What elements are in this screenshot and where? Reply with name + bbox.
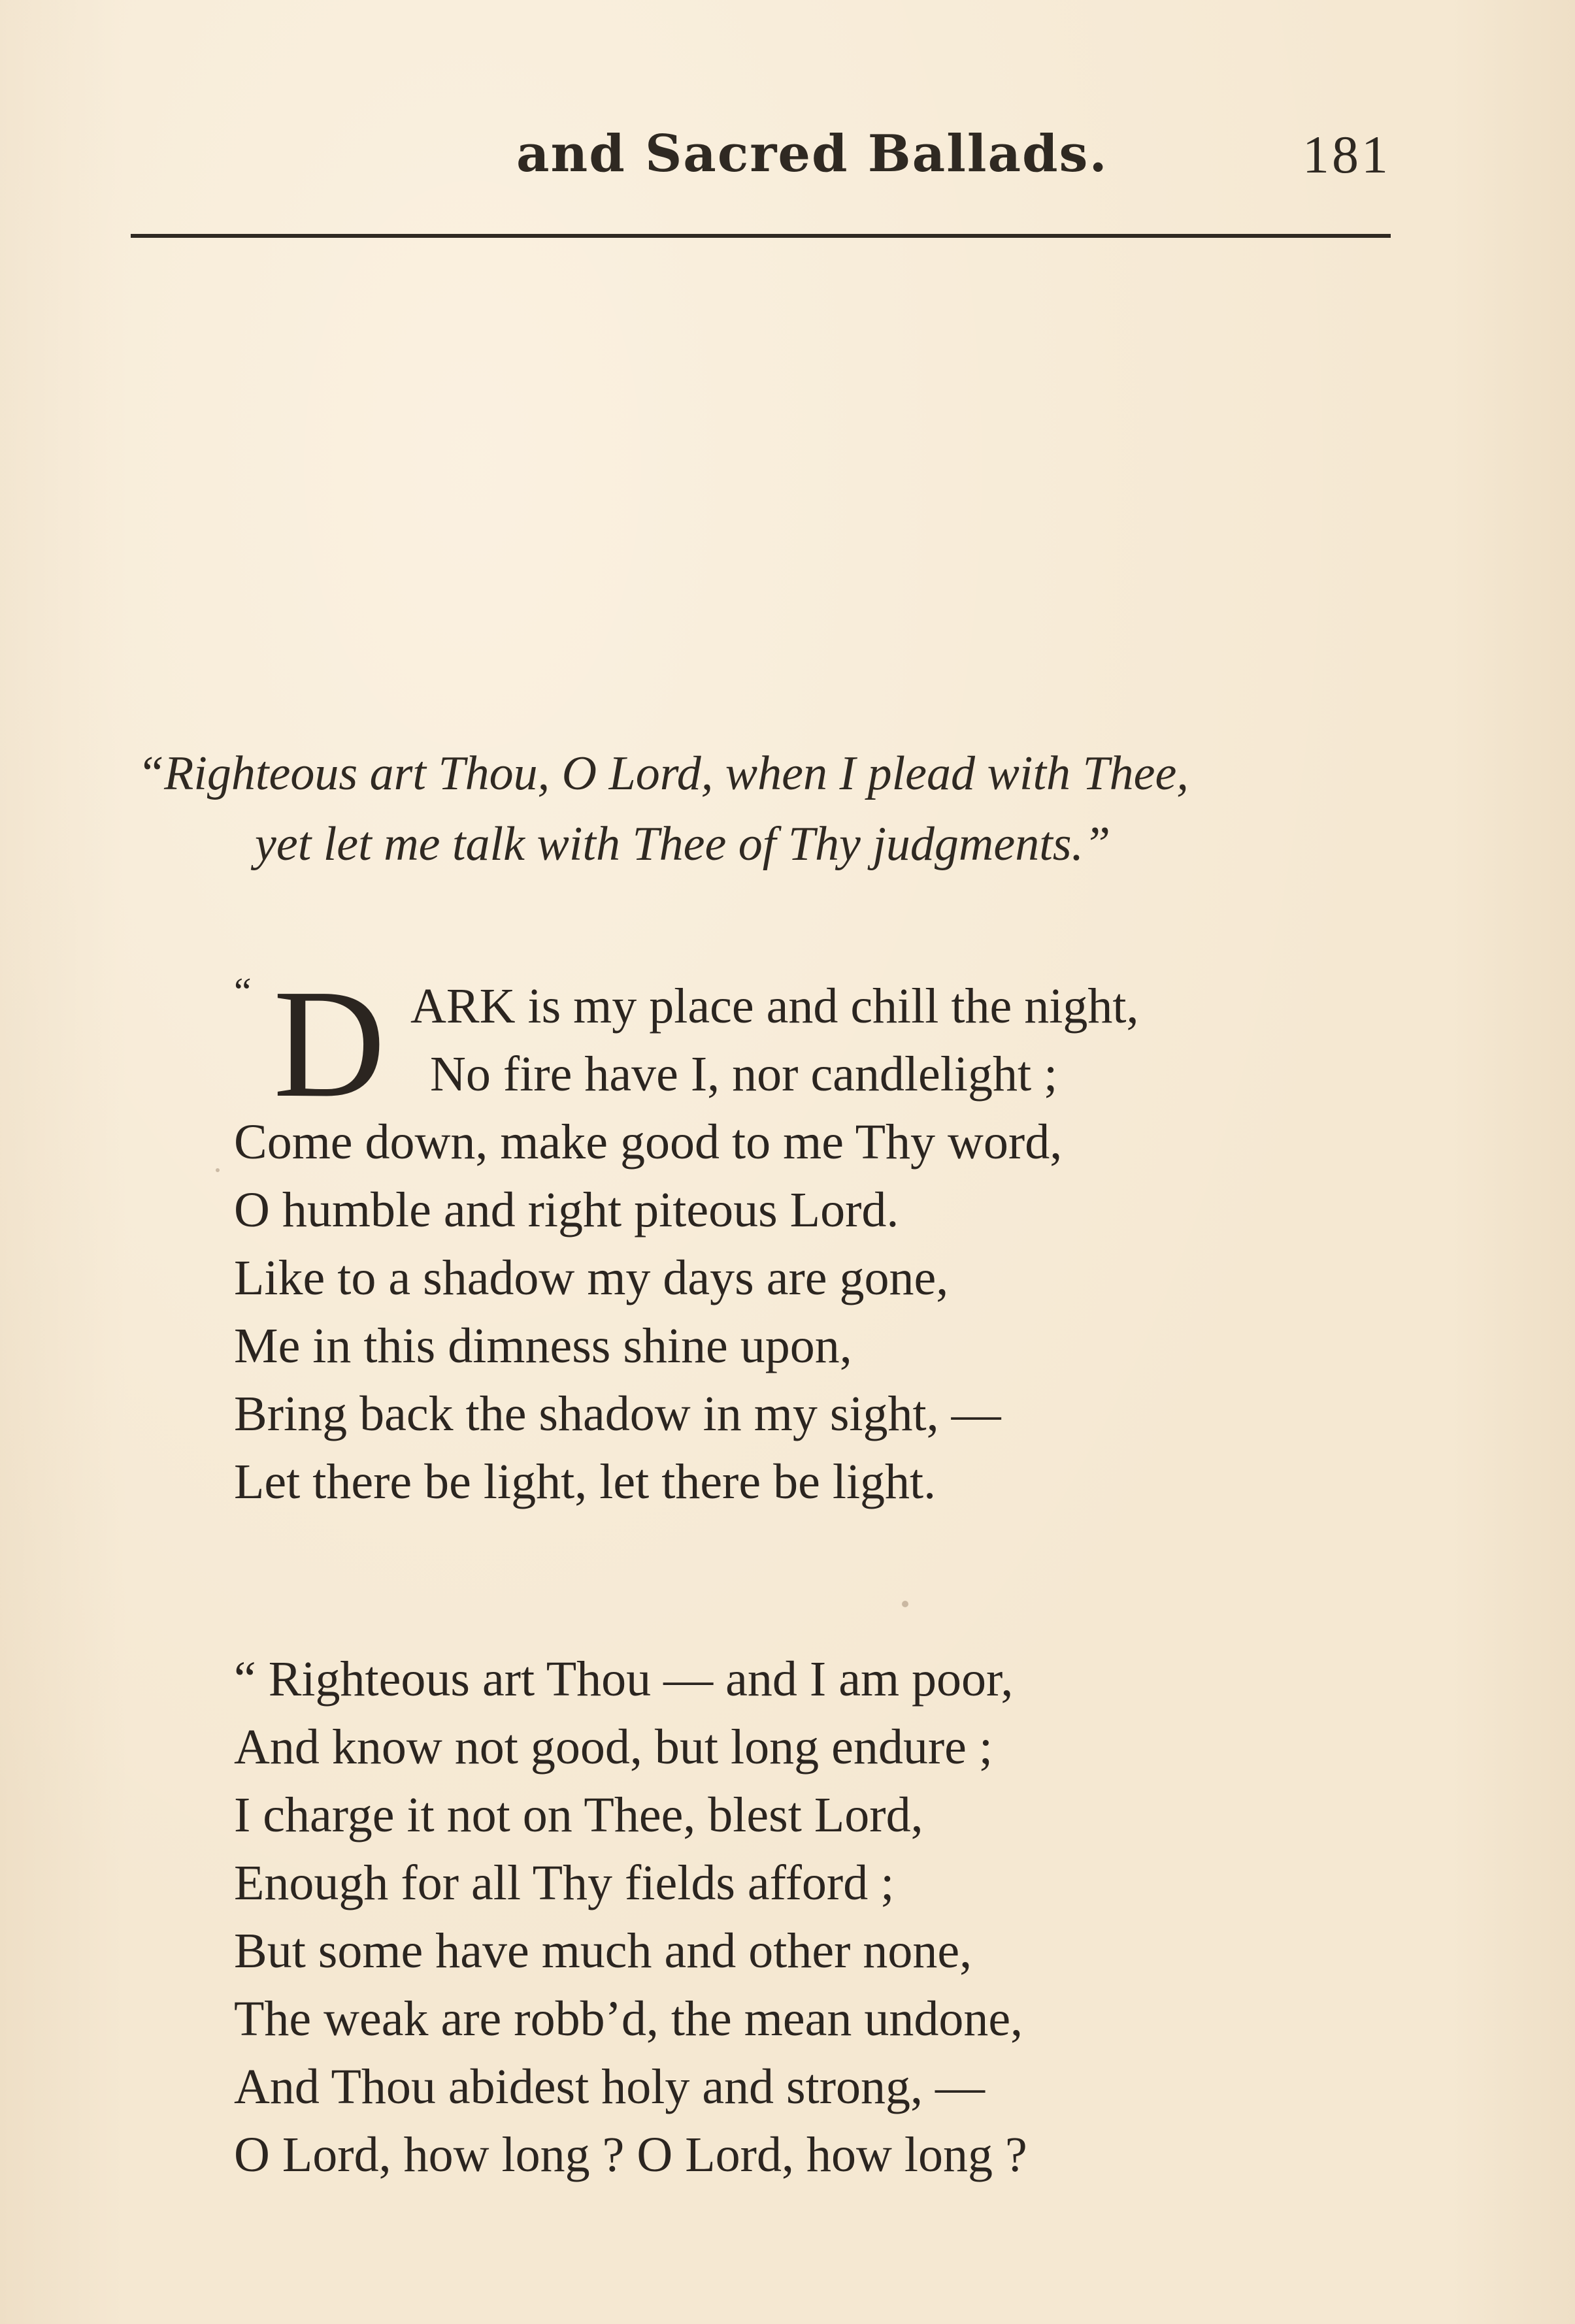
drop-cap: D xyxy=(273,958,386,1130)
verse-line: And know not good, but long endure ; xyxy=(234,1720,993,1775)
verse-line: Come down, make good to me Thy word, xyxy=(234,1115,1063,1170)
verse-line: Like to a shadow my days are gone, xyxy=(234,1251,949,1305)
paper-speck xyxy=(902,1601,908,1607)
verse-line: The weak are robb’d, the mean undone, xyxy=(234,1991,1023,2046)
epigraph-line: “Righteous art Thou, O Lord, when I plead with Thee, xyxy=(137,747,1189,800)
verse-line: Enough for all Thy fields afford ; xyxy=(234,1856,895,1910)
verse-line: But some have much and other none, xyxy=(234,1923,972,1978)
drop-cap-lines xyxy=(234,958,1345,1130)
running-head xyxy=(0,124,1575,203)
epigraph-line: yet let me talk with Thee of Thy judgments.” xyxy=(255,817,1111,871)
verse-line: ARK is my place and chill the night, xyxy=(410,979,1139,1034)
verse-line: I charge it not on Thee, blest Lord, xyxy=(234,1788,923,1842)
header-rule xyxy=(131,234,1391,238)
running-title: and Sacred Ballads. xyxy=(516,124,1108,184)
verse-line: Bring back the shadow in my sight, — xyxy=(234,1386,1001,1441)
verse-line: Me in this dimness shine upon, xyxy=(234,1318,852,1373)
opening-quote: “ xyxy=(234,970,252,1013)
stanza-2 xyxy=(234,1645,1345,2189)
verse-line: O Lord, how long ? O Lord, how long ? xyxy=(234,2127,1027,2182)
verse-line: No fire have I, nor candlelight ; xyxy=(430,1047,1058,1102)
epigraph xyxy=(131,738,1385,879)
page-number: 181 xyxy=(1302,125,1391,184)
verse-line: And Thou abidest holy and strong, — xyxy=(234,2059,986,2114)
verse-line: “ Righteous art Thou — and I am poor, xyxy=(234,1652,1014,1707)
verse-line: Let there be light, let there be light. xyxy=(234,1454,937,1509)
verse-line: O humble and right piteous Lord. xyxy=(234,1183,899,1237)
paper-speck xyxy=(216,1168,220,1172)
stanza-1 xyxy=(234,958,1345,1516)
